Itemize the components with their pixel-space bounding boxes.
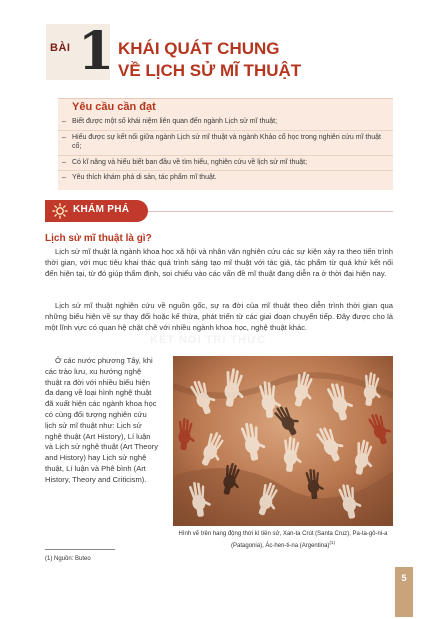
page-number: 5 <box>401 573 407 583</box>
footnote: (1) Nguồn: Buteo <box>45 556 91 562</box>
figure-caption <box>173 530 393 550</box>
requirement-item: – Hiểu được sự kết nối giữa ngành Lịch sử mĩ thuật và ngành Khảo cổ học trong nghiên cứu mĩ thuật cổ; <box>58 131 393 156</box>
requirement-item: – Có kĩ năng và hiểu biết ban đầu về tìm hiểu, nghiên cứu về lịch sử mĩ thuật; <box>58 156 393 172</box>
paragraph-3: Ở các nước phương Tây, khi các trào lưu, xu hướng nghệ thuật ra đời với nhiều biểu hiện đa dạng về loại hình nghệ thuật đã xuất hiện các ngành khoa học có cùng đối tượng nghiên cứu lịch sử mĩ thuật như: Lịch sử nghệ thuật (Art History), Lí luận và Lịch sử nghệ thuật (Art Theory and History) hay Lịch sử nghệ thuật, Lí luận và Phê bình (Art History, Theory and Criticism). <box>45 356 159 484</box>
section-heading: Lịch sử mĩ thuật là gì? <box>45 233 152 244</box>
explore-label: KHÁM PHÁ <box>73 204 130 215</box>
figure-caption-text: Hình vẽ trên hang động thời kì tiền sử, Xan-ta Crút (Santa Cruz), Pa-ta-gô-ni-a (Patagonia), Ác-hen-ti-na (Argentina) <box>178 531 388 549</box>
requirements-box <box>58 98 393 190</box>
requirement-item: – Biết được một số khái niệm liên quan đến ngành Lịch sử mĩ thuật; <box>58 115 393 131</box>
explore-tab <box>45 200 148 222</box>
requirements-title: Yêu cầu cần đạt <box>72 101 156 113</box>
page-number-tab <box>395 567 413 617</box>
paragraph-1: Lịch sử mĩ thuật là ngành khoa học xã hội và nhân văn nghiên cứu các sự kiện xảy ra theo tiến trình thời gian, với mục tiêu khai thác quá trình sáng tạo mĩ thuật với tác giả, tác phẩm từ quá khứ kết nối đến hiện tại, từ đó giúp thẩm định, soi chiếu vào các vấn đề mĩ thuật đang diễn ra ở thời đại hiện nay. <box>45 247 393 278</box>
paragraph-2: Lịch sử mĩ thuật nghiên cứu về nguồn gốc, sự ra đời của mĩ thuật theo diễn trình thời gian qua những biểu hiện về sự thay đổi hoặc kế thừa, phát triển từ các giai đoạn chuyển tiếp. Đây được cho là một lĩnh vực có quan hệ chặt chẽ với nhiều ngành khoa học, nghệ thuật khác. <box>45 301 393 332</box>
footnote-rule <box>45 549 115 550</box>
lesson-title <box>118 38 378 82</box>
figure-caption-footnote-ref: (1) <box>329 539 335 545</box>
lesson-badge <box>46 21 115 82</box>
requirement-item: – Yêu thích khám phá di sản, tác phẩm mĩ thuật. <box>58 171 393 186</box>
divider <box>148 211 393 212</box>
lesson-title-line2: VỀ LỊCH SỬ MĨ THUẬT <box>118 61 302 80</box>
requirements-list <box>58 115 393 186</box>
lesson-title-line1: KHÁI QUÁT CHUNG <box>118 39 280 58</box>
lesson-word: BÀI <box>50 42 71 54</box>
watermark: KẾT NỐI TRI THỨC <box>150 334 267 346</box>
cave-painting-image <box>173 356 393 526</box>
sun-icon <box>51 202 69 220</box>
lesson-number: 1 <box>78 21 115 82</box>
